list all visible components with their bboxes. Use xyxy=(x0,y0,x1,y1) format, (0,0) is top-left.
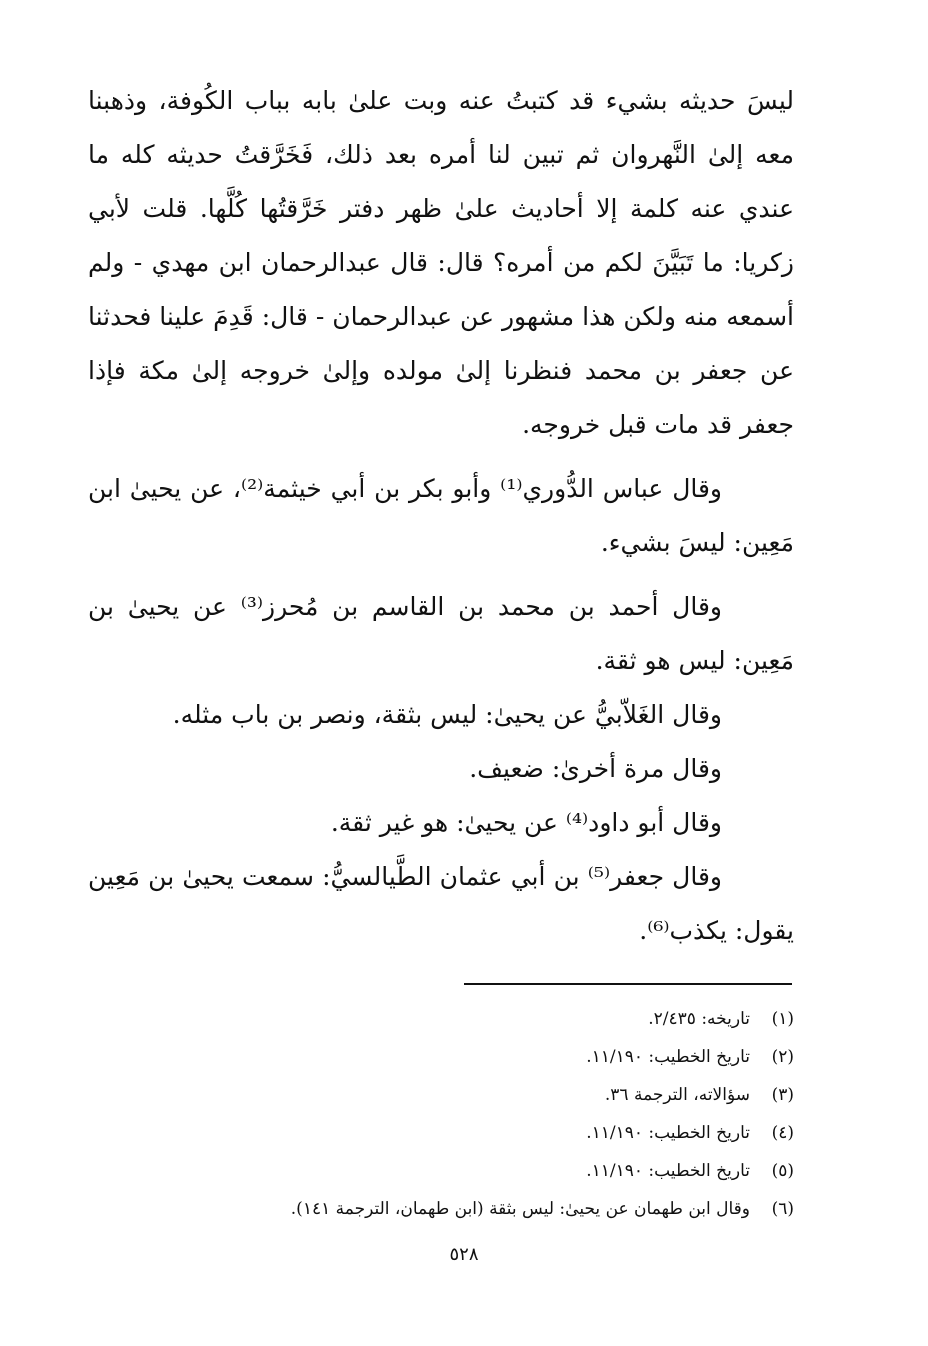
page-number: ٥٢٨ xyxy=(449,1244,479,1265)
main-text xyxy=(88,74,794,958)
footnote-3 xyxy=(170,1076,794,1114)
paragraph-1: ليسَ حديثه بشيء قد كتبتُ عنه وبت علىٰ بابه بباب الكُوفة، وذهبنا معه إلىٰ النَّهروان ثم تبين لنا أمره بعد ذلك، فَخَرَّقتُ حديثه كله ما عندي عنه كلمة إلا أحاديث علىٰ ظهر دفتر خَرَّقتُها كُلَّها. قلت لأبي زكريا: ما تَبَيَّنَ لكم من أمره؟ قال: قال عبدالرحمان ابن مهدي - ولم أسمعه منه ولكن هذا مشهور عن عبدالرحمان - قال: قَدِمَ علينا فحدثنا عن جعفر بن محمد فنظرنا إلىٰ مولده وإلىٰ خروجه إلىٰ مكة فإذا جعفر قد مات قبل خروجه. xyxy=(88,86,794,439)
footnote-1 xyxy=(170,1000,794,1038)
footnote-text: تاريخ الخطيب: ١١/١٩٠. xyxy=(586,1047,750,1067)
footnotes xyxy=(170,1000,794,1228)
footnote-number: (٦) xyxy=(771,1199,794,1219)
footnote-6 xyxy=(170,1190,794,1228)
paragraph-2: وقال عباس الدُّوري⁽¹⁾ وأبو بكر بن أبي خيثمة⁽²⁾، عن يحيىٰ ابن مَعِين: ليسَ بشيء. xyxy=(88,474,794,557)
footnote-text: تاريخه: ٢/٤٣٥. xyxy=(648,1009,750,1029)
footnote-5 xyxy=(170,1152,794,1190)
paragraph-5: وقال مرة أخرىٰ: ضعيف. xyxy=(469,754,722,783)
footnote-text: وقال ابن طهمان عن يحيىٰ: ليس بثقة (ابن طهمان، الترجمة ١٤١). xyxy=(290,1199,750,1219)
footnote-text: تاريخ الخطيب: ١١/١٩٠. xyxy=(586,1123,750,1143)
footnote-number: (٢) xyxy=(771,1047,794,1067)
footnote-number: (٥) xyxy=(771,1161,794,1181)
paragraph-6: وقال أبو داود⁽⁴⁾ عن يحيىٰ: هو غير ثقة. xyxy=(330,808,722,837)
paragraph-4: وقال الغَلاّبيُّ عن يحيىٰ: ليس بثقة، ونصر بن باب مثله. xyxy=(172,700,722,729)
paragraph-7: وقال جعفر⁽⁵⁾ بن أبي عثمان الطَّيالسيُّ: سمعت يحيىٰ بن مَعِين يقول: يكذب⁽⁶⁾. xyxy=(88,862,794,945)
footnote-4 xyxy=(170,1114,794,1152)
paragraph-3: وقال أحمد بن محمد بن القاسم بن مُحرز⁽³⁾ عن يحيىٰ بن مَعِين: ليس هو ثقة. xyxy=(88,592,794,675)
footnote-text: تاريخ الخطيب: ١١/١٩٠. xyxy=(586,1161,750,1181)
footnote-number: (٤) xyxy=(771,1123,794,1143)
footnote-2 xyxy=(170,1038,794,1076)
footnote-text: سؤالاته، الترجمة ٣٦. xyxy=(604,1085,750,1105)
footnote-number: (٣) xyxy=(771,1085,794,1105)
footnote-number: (١) xyxy=(771,1009,794,1029)
footnote-divider xyxy=(464,983,792,985)
